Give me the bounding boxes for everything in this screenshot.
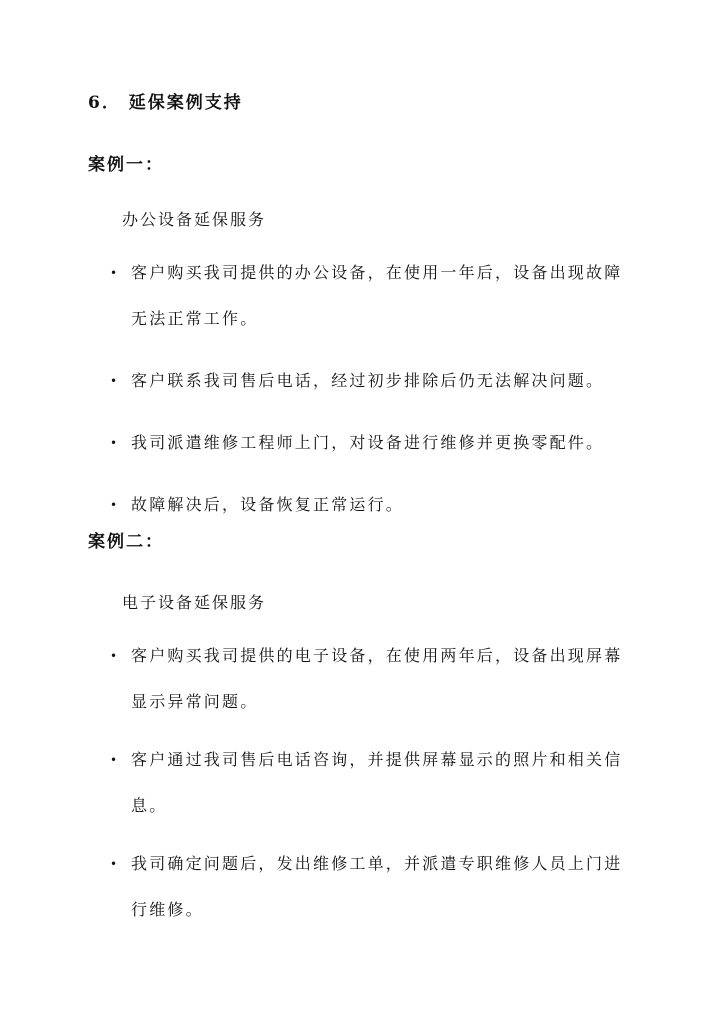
bullet-item bbox=[0, 358, 631, 404]
bullet-text: 故障解决后，设备恢复正常运行。 bbox=[131, 495, 405, 514]
bullet-text: 客户通过我司售后电话咨询，并提供屏幕显示的照片和相关信息。 bbox=[131, 750, 623, 815]
case-two-bullet-list bbox=[0, 633, 720, 933]
bullet-dot-icon: • bbox=[110, 436, 120, 450]
case-two-heading: 案例二： bbox=[88, 532, 164, 552]
section-title: 6． 延保案例支持 bbox=[88, 93, 243, 113]
bullet-item bbox=[0, 420, 631, 466]
bullet-text: 客户购买我司提供的办公设备，在使用一年后，设备出现故障无法正常工作。 bbox=[131, 263, 623, 328]
bullet-text: 客户联系我司售后电话，经过初步排除后仍无法解决问题。 bbox=[131, 371, 605, 390]
bullet-item bbox=[0, 482, 631, 528]
bullet-text: 我司确定问题后，发出维修工单，并派遣专职维修人员上门进行维修。 bbox=[131, 854, 623, 919]
case-one-heading: 案例一： bbox=[88, 155, 164, 175]
bullet-dot-icon: • bbox=[110, 498, 120, 512]
bullet-text: 我司派遣维修工程师上门，对设备进行维修并更换零配件。 bbox=[131, 433, 605, 452]
bullet-text: 客户购买我司提供的电子设备，在使用两年后，设备出现屏幕显示异常问题。 bbox=[131, 646, 623, 711]
case-one-subtitle: 办公设备延保服务 bbox=[122, 210, 267, 229]
case-two-subtitle: 电子设备延保服务 bbox=[122, 593, 267, 612]
bullet-item bbox=[0, 841, 631, 933]
bullet-item bbox=[0, 737, 631, 829]
bullet-item bbox=[0, 633, 631, 725]
bullet-dot-icon: • bbox=[110, 649, 120, 663]
bullet-item bbox=[0, 250, 631, 342]
bullet-dot-icon: • bbox=[110, 266, 120, 280]
case-one-bullet-list bbox=[0, 250, 720, 528]
bullet-dot-icon: • bbox=[110, 753, 120, 767]
bullet-dot-icon: • bbox=[110, 374, 120, 388]
bullet-dot-icon: • bbox=[110, 857, 120, 871]
